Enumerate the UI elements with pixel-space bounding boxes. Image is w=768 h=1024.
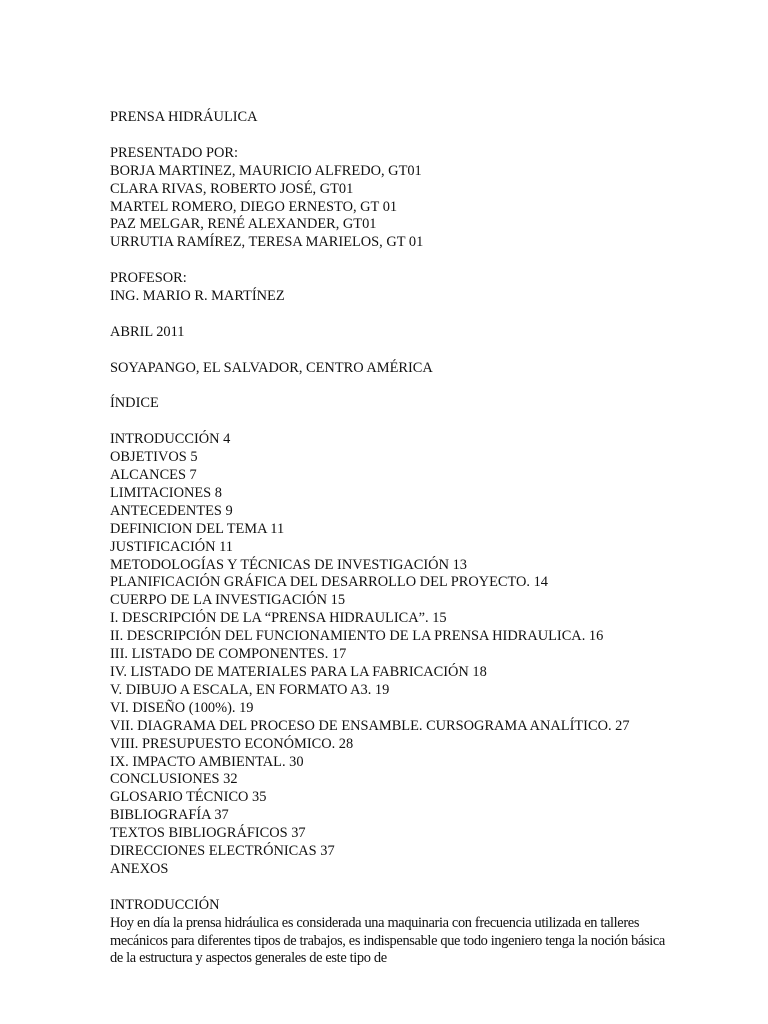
- index-entry: CONCLUSIONES 32: [110, 771, 238, 788]
- author-line: PAZ MELGAR, RENÉ ALEXANDER, GT01: [110, 216, 377, 233]
- index-entry: JUSTIFICACIÓN 11: [110, 538, 233, 555]
- index-entry: DEFINICION DEL TEMA 11: [110, 520, 285, 537]
- index-entry: BIBLIOGRAFÍA 37: [110, 807, 229, 824]
- index-entry: TEXTOS BIBLIOGRÁFICOS 37: [110, 825, 306, 842]
- index-entry: LIMITACIONES 8: [110, 484, 222, 501]
- index-entry: CUERPO DE LA INVESTIGACIÓN 15: [110, 592, 346, 609]
- presented-by-label: PRESENTADO POR:: [110, 144, 238, 161]
- spacer: [110, 342, 670, 360]
- index-entry: VI. DISEÑO (100%). 19: [110, 699, 254, 716]
- index-entry: II. DESCRIPCIÓN DEL FUNCIONAMIENTO DE LA PRENSA HIDRAULICA. 16: [110, 628, 604, 645]
- index-entry: METODOLOGÍAS Y TÉCNICAS DE INVESTIGACIÓN 13: [110, 556, 467, 573]
- introduction-heading: INTRODUCCIÓN: [110, 896, 220, 913]
- document-title: PRENSA HIDRÁULICA: [110, 109, 258, 125]
- index-entry: ANTECEDENTES 9: [110, 502, 233, 519]
- professor-name: ING. MARIO R. MARTÍNEZ: [110, 288, 285, 305]
- index-entry: OBJETIVOS 5: [110, 449, 198, 466]
- spacer: [110, 252, 670, 270]
- index-entry: ANEXOS: [110, 860, 169, 877]
- index-entry: I. DESCRIPCIÓN DE LA “PRENSA HIDRAULICA”. 15: [110, 610, 447, 627]
- index-entry: DIRECCIONES ELECTRÓNICAS 37: [110, 843, 335, 860]
- index-entry: VIII. PRESUPUESTO ECONÓMICO. 28: [110, 735, 354, 752]
- author-line: URRUTIA RAMÍREZ, TERESA MARIELOS, GT 01: [110, 234, 424, 251]
- index-entry: PLANIFICACIÓN GRÁFICA DEL DESARROLLO DEL PROYECTO. 14: [110, 574, 548, 591]
- index-entry: ALCANCES 7: [110, 467, 197, 484]
- author-line: CLARA RIVAS, ROBERTO JOSÉ, GT01: [110, 180, 354, 197]
- spacer: [110, 879, 670, 897]
- author-line: MARTEL ROMERO, DIEGO ERNESTO, GT 01: [110, 198, 398, 215]
- document-page: [110, 109, 670, 968]
- spacer: [110, 306, 670, 324]
- document-date: ABRIL 2011: [110, 323, 185, 340]
- index-entry: VII. DIAGRAMA DEL PROCESO DE ENSAMBLE. CURSOGRAMA ANALÍTICO. 27: [110, 717, 630, 734]
- index-entry: GLOSARIO TÉCNICO 35: [110, 789, 267, 806]
- professor-label: PROFESOR:: [110, 270, 187, 287]
- introduction-paragraph: Hoy en día la prensa hidráulica es considerada una maquinaria con frecuencia utilizada en talleres mecánicos para diferentes tipos de trabajos, es indispensable que todo ingeniero tenga la noción básica de la estructura y aspectos generales de este tipo de: [110, 914, 665, 967]
- spacer: [110, 413, 670, 431]
- index-entry: IX. IMPACTO AMBIENTAL. 30: [110, 753, 304, 770]
- index-entry: III. LISTADO DE COMPONENTES. 17: [110, 646, 347, 663]
- index-entry: V. DIBUJO A ESCALA, EN FORMATO A3. 19: [110, 681, 390, 698]
- author-line: BORJA MARTINEZ, MAURICIO ALFREDO, GT01: [110, 162, 422, 179]
- index-entry: INTRODUCCIÓN 4: [110, 431, 231, 448]
- document-location: SOYAPANGO, EL SALVADOR, CENTRO AMÉRICA: [110, 359, 433, 376]
- spacer: [110, 127, 670, 145]
- spacer: [110, 378, 670, 396]
- index-heading: ÍNDICE: [110, 395, 159, 412]
- index-entry: IV. LISTADO DE MATERIALES PARA LA FABRICACIÓN 18: [110, 664, 487, 680]
